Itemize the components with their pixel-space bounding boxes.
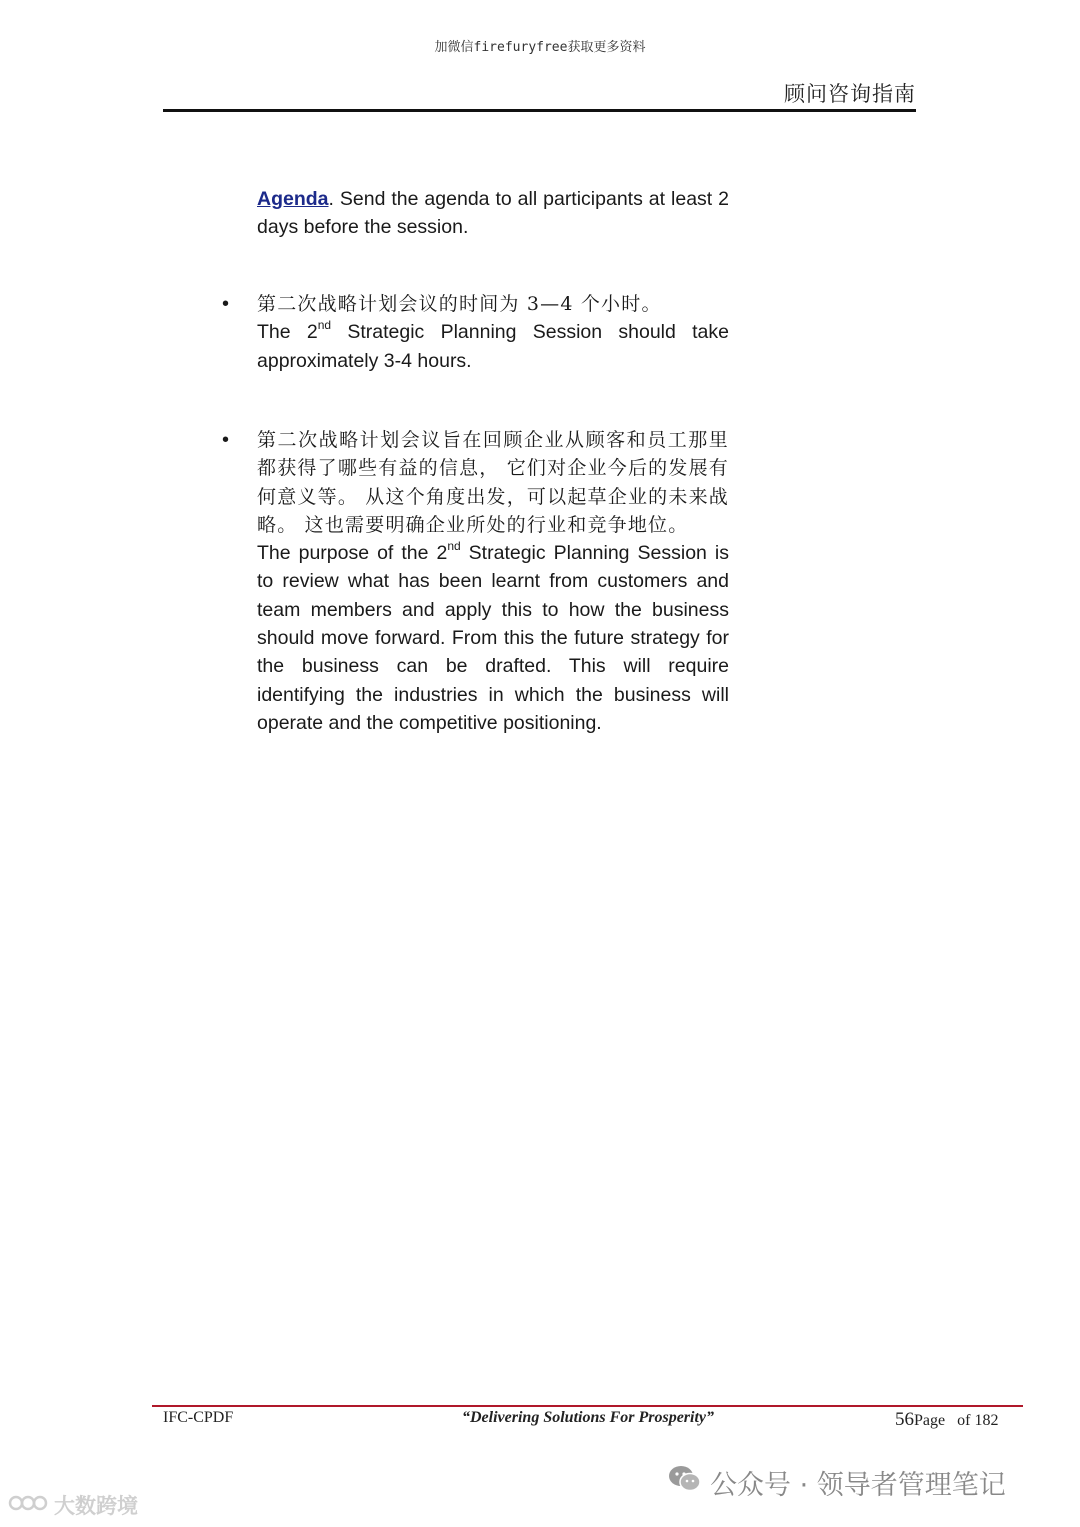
top-note: 加微信firefuryfree获取更多资料: [434, 40, 646, 55]
brand-icon: [8, 1492, 48, 1519]
page-number: 56: [895, 1409, 914, 1430]
bullet2-chinese: 第二次战略计划会议旨在回顾企业从顾客和员工那里都获得了哪些有益的信息， 它们对企业今后的发展有何意义等。 从这个角度出发，可以起草企业的未来战略。 这也需要明确企业所处的行业和竞争地位。: [257, 429, 729, 536]
footer-page: [895, 1409, 998, 1431]
footer-left: IFC-CPDF: [163, 1409, 234, 1426]
bullet1-english: The 2nd Strategic Planning Session should take approximately 3-4 hours.: [257, 317, 729, 372]
agenda-paragraph: [257, 185, 729, 242]
page-label: Page: [914, 1412, 946, 1429]
bullet2-block: [257, 426, 729, 737]
corner-watermark-text: 大数跨境: [54, 1494, 138, 1518]
header-title: 顾问咨询指南: [784, 82, 916, 106]
bullet1-block: [257, 290, 729, 375]
agenda-link[interactable]: Agenda: [257, 188, 329, 210]
bullet1-chinese: 第二次战略计划会议的时间为 3—4 个小时。: [257, 293, 662, 315]
footer-rule: [152, 1405, 1023, 1407]
bullet2-english: The purpose of the 2nd Strategic Planning Session is to review what has been learnt from customers and team members and apply this to how the business should move forward. From this the future strategy for the business can be drafted. This will require identifying the industries in which the business will operate and the competitive positioning.: [257, 538, 729, 734]
bullet-icon: •: [222, 429, 230, 451]
corner-watermark: [8, 1490, 138, 1520]
wechat-watermark-text: 公众号 · 领导者管理笔记: [710, 1470, 1006, 1501]
footer-slogan: “Delivering Solutions For Prosperity”: [462, 1409, 715, 1426]
agenda-text: . Send the agenda to all participants at least 2 days before the session.: [257, 188, 729, 239]
bullet-icon: •: [222, 293, 230, 315]
wechat-icon: [668, 1464, 702, 1501]
page-total: of 182: [957, 1412, 999, 1429]
wechat-watermark: [668, 1463, 1006, 1502]
header-rule: [163, 109, 916, 112]
